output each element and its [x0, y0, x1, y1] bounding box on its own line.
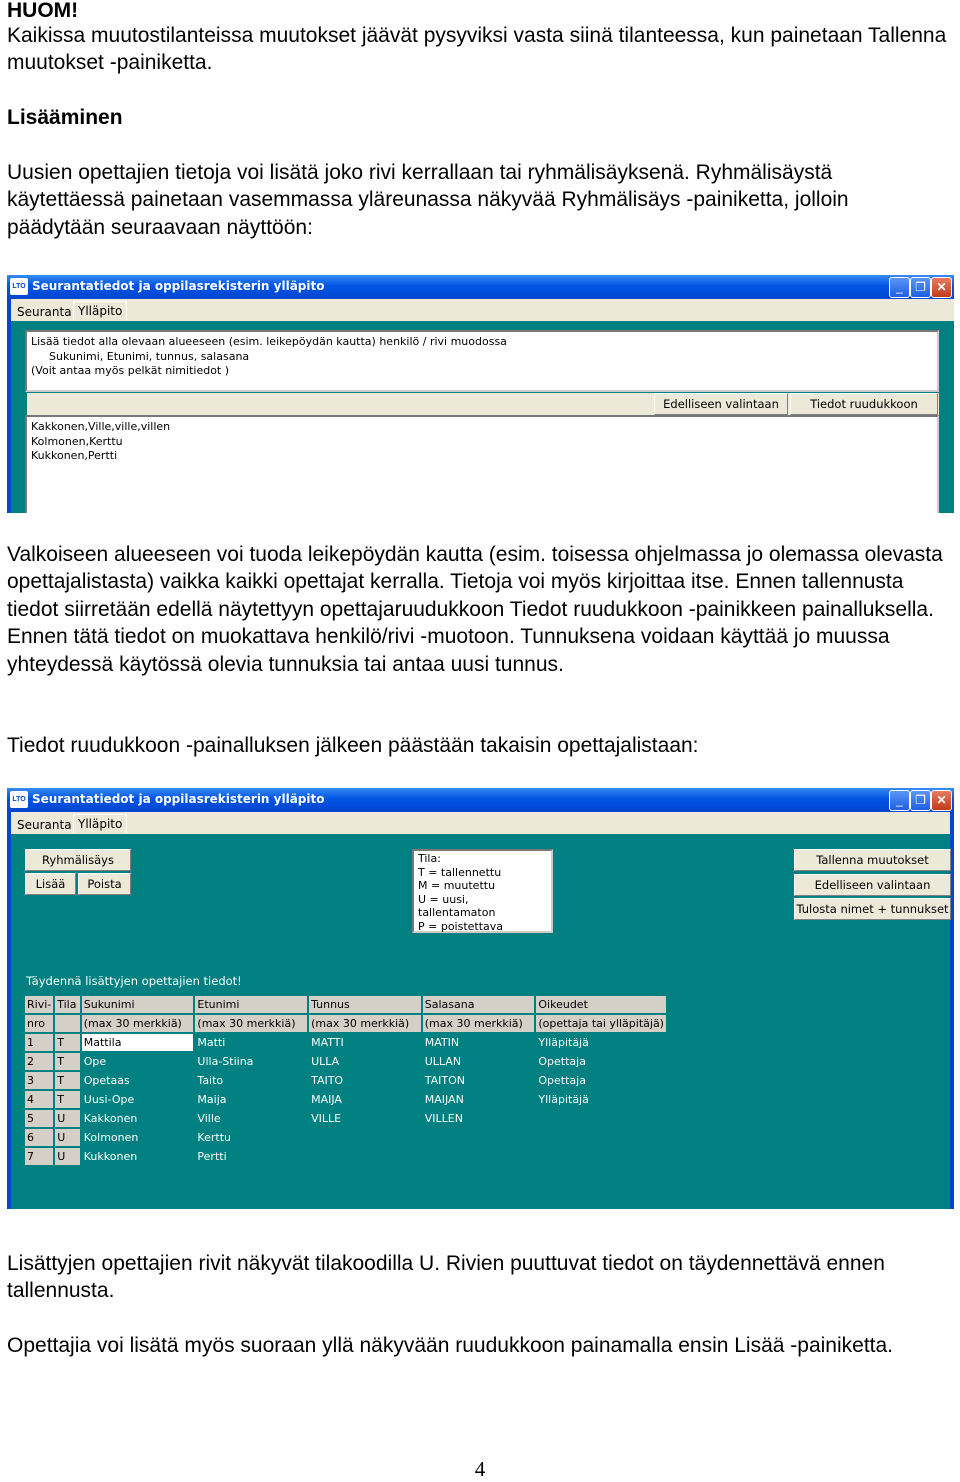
app-logo: LTO [10, 278, 28, 295]
title-bar [7, 788, 954, 812]
col-header-lastname: Sukunimi [81, 995, 195, 1014]
rights-cell[interactable]: Ylläpitäjä [535, 1090, 667, 1109]
subheader-cell [54, 1014, 81, 1033]
menu-bar [7, 812, 954, 834]
entry-line-1: Kakkonen,Ville,ville,villen [31, 420, 171, 433]
subheader-cell: (max 30 merkkiä) [422, 1014, 536, 1033]
menu-seuranta[interactable]: Seuranta [17, 305, 72, 319]
row-status: U [54, 1147, 81, 1166]
menu-seuranta[interactable]: Seuranta [17, 818, 72, 832]
grid-subheader-row [24, 1014, 667, 1033]
app-window-group-add [7, 275, 954, 513]
table-row[interactable] [24, 1109, 667, 1128]
instruction-line-3: (Voit antaa myös pelkät nimitiedot ) [31, 364, 230, 377]
rights-cell[interactable]: Opettaja [535, 1052, 667, 1071]
table-row[interactable] [24, 1147, 667, 1166]
subheader-cell: (max 30 merkkiä) [308, 1014, 422, 1033]
row-status: U [54, 1109, 81, 1128]
table-row[interactable] [24, 1071, 667, 1090]
username-cell[interactable]: ULLA [308, 1052, 422, 1071]
lastname-cell[interactable]: Ope [81, 1052, 195, 1071]
legend-deleted: P = poistettava [418, 919, 504, 933]
col-header-row-no: Rivi- [24, 995, 54, 1014]
rights-cell[interactable]: Opettaja [535, 1071, 667, 1090]
table-row[interactable] [24, 1033, 667, 1052]
legend-new: U = uusi, tallentamaton [418, 892, 496, 920]
add-button[interactable]: Lisää [25, 873, 76, 895]
menu-yllapito[interactable]: Ylläpito [73, 814, 127, 833]
fill-notice: Täydennä lisättyjen opettajien tiedot! [26, 974, 242, 988]
subheader-cell: (max 30 merkkiä) [81, 1014, 195, 1033]
table-row[interactable] [24, 1090, 667, 1109]
window-frame-right [950, 812, 954, 1209]
subheader-cell: nro [24, 1014, 54, 1033]
rights-cell[interactable] [535, 1109, 667, 1128]
print-names-button[interactable]: Tulosta nimet + tunnukset [794, 898, 951, 920]
row-status: T [54, 1090, 81, 1109]
rights-cell[interactable]: Ylläpitäjä [535, 1033, 667, 1052]
username-cell[interactable]: VILLE [308, 1109, 422, 1128]
maximize-icon[interactable]: ❐ [910, 277, 931, 298]
lastname-cell[interactable]: Uusi-Ope [81, 1090, 195, 1109]
col-header-rights: Oikeudet [535, 995, 667, 1014]
section-heading: Lisääminen [7, 106, 123, 129]
table-row[interactable] [24, 1052, 667, 1071]
previous-selection-button[interactable]: Edelliseen valintaan [654, 393, 788, 415]
username-cell[interactable] [308, 1128, 422, 1147]
password-cell[interactable] [422, 1147, 536, 1166]
row-number: 6 [24, 1128, 54, 1147]
firstname-cell[interactable]: Maija [194, 1090, 308, 1109]
entry-line-2: Kolmonen,Kerttu [31, 434, 123, 448]
subheader-cell: (max 30 merkkiä) [194, 1014, 308, 1033]
username-cell[interactable] [308, 1147, 422, 1166]
legend-title: Tila: [418, 852, 441, 865]
paragraph-5: Opettajia voi lisätä myös suoraan yllä näkyvään ruudukkoon painamalla ensin Lisää -painiketta. [7, 1334, 894, 1357]
col-header-username: Tunnus [308, 995, 422, 1014]
username-cell[interactable]: MATTI [308, 1033, 422, 1052]
row-status: U [54, 1128, 81, 1147]
lastname-cell[interactable]: Opetaas [81, 1071, 195, 1090]
legend-saved: T = tallennettu [418, 865, 502, 879]
username-cell[interactable]: TAITO [308, 1071, 422, 1090]
firstname-cell[interactable]: Kerttu [194, 1128, 308, 1147]
maximize-icon[interactable]: ❐ [910, 790, 931, 811]
row-status: T [54, 1033, 81, 1052]
minimize-icon[interactable]: _ [889, 277, 910, 298]
password-cell[interactable]: MATIN [422, 1033, 536, 1052]
col-header-firstname: Etunimi [194, 995, 308, 1014]
password-cell[interactable]: ULLAN [422, 1052, 536, 1071]
app-window-teacher-list [7, 788, 954, 1209]
paragraph-3: Tiedot ruudukkoon -painalluksen jälkeen päästään takaisin opettajalistaan: [7, 734, 699, 757]
lastname-cell[interactable]: Kukkonen [81, 1147, 195, 1166]
page-number: 4 [474, 1457, 486, 1481]
close-icon[interactable]: ✕ [931, 277, 952, 298]
instruction-line-1: Lisää tiedot alla olevaan alueeseen (esim. leikepöydän kautta) henkilö / rivi muodossa [31, 335, 507, 348]
firstname-cell[interactable]: Ulla-Stiina [194, 1052, 308, 1071]
row-number: 7 [24, 1147, 54, 1166]
row-number: 2 [24, 1052, 54, 1071]
row-status: T [54, 1052, 81, 1071]
app-logo: LTO [10, 791, 28, 808]
password-cell[interactable]: TAITON [422, 1071, 536, 1090]
col-header-status: Tila [54, 995, 81, 1014]
save-changes-button[interactable]: Tallenna muutokset [794, 849, 951, 871]
to-grid-button[interactable]: Tiedot ruudukkoon [790, 393, 938, 415]
minimize-icon[interactable]: _ [889, 790, 910, 811]
close-icon[interactable]: ✕ [931, 790, 952, 811]
title-bar [7, 275, 954, 299]
window-frame-left [7, 812, 11, 1209]
password-cell[interactable]: MAIJAN [422, 1090, 536, 1109]
instructions-panel [25, 330, 939, 392]
rights-cell[interactable] [535, 1128, 667, 1147]
window-title: Seurantatiedot ja oppilasrekisterin ylläpito [32, 792, 325, 806]
firstname-cell[interactable]: Taito [194, 1071, 308, 1090]
legend-changed: M = muutettu [418, 879, 496, 893]
teacher-grid [23, 994, 668, 1167]
huom-heading: HUOM! [7, 0, 79, 22]
window-frame-left [7, 299, 11, 513]
lastname-cell[interactable]: Kakkonen [81, 1109, 195, 1128]
username-cell[interactable]: MAIJA [308, 1090, 422, 1109]
row-number: 4 [24, 1090, 54, 1109]
lastname-cell[interactable]: Kolmonen [81, 1128, 195, 1147]
entry-textarea[interactable] [25, 415, 939, 513]
grid-header-row [24, 995, 667, 1014]
group-add-button[interactable]: Ryhmälisäys [25, 849, 131, 871]
lastname-cell[interactable]: Mattila [81, 1033, 195, 1052]
rights-cell[interactable] [535, 1147, 667, 1166]
row-number: 5 [24, 1109, 54, 1128]
password-cell[interactable]: VILLEN [422, 1109, 536, 1128]
paragraph-4: Lisättyjen opettajien rivit näkyvät tilakoodilla U. Rivien puuttuvat tiedot on täydennettävä ennen tallennusta. [7, 1252, 885, 1303]
firstname-cell[interactable]: Matti [194, 1033, 308, 1052]
table-row[interactable] [24, 1128, 667, 1147]
previous-selection-button[interactable]: Edelliseen valintaan [794, 874, 951, 896]
firstname-cell[interactable]: Pertti [194, 1147, 308, 1166]
window-title: Seurantatiedot ja oppilasrekisterin ylläpito [32, 279, 325, 293]
paragraph-1: Uusien opettajien tietoja voi lisätä joko rivi kerrallaan tai ryhmälisäyksenä. Ryhmälisäystä käytettäessä painetaan vasemmassa yläreunassa näkyvää Ryhmälisäys -painiketta, jolloin päädytään seuraavaan näyttöön: [7, 161, 849, 239]
row-number: 1 [24, 1033, 54, 1052]
menu-bar [7, 299, 954, 321]
instruction-line-2: Sukunimi, Etunimi, tunnus, salasana [49, 349, 250, 363]
row-number: 3 [24, 1071, 54, 1090]
intro-paragraph: Kaikissa muutostilanteissa muutokset jäävät pysyviksi vasta siinä tilanteessa, kun painetaan Tallenna muutokset -painiketta. [7, 24, 947, 75]
subheader-cell: (opettaja tai ylläpitäjä) [535, 1014, 667, 1033]
menu-yllapito[interactable]: Ylläpito [73, 301, 127, 320]
password-cell[interactable] [422, 1128, 536, 1147]
delete-button[interactable]: Poista [78, 873, 131, 895]
col-header-password: Salasana [422, 995, 536, 1014]
firstname-cell[interactable]: Ville [194, 1109, 308, 1128]
entry-line-3: Kukkonen,Pertti [31, 449, 118, 462]
paragraph-2: Valkoiseen alueeseen voi tuoda leikepöydän kautta (esim. toisessa ohjelmassa jo olemassa olevasta opettajalistasta) vaikka kaikki opettajat kerralla. Tietoja voi myös kirjoittaa itse. Ennen tallennusta tiedot siirretään edellä näytettyyn opettajaruudukkoon Tiedot ruudukkoon -painikkeen painalluksella. Ennen tätä tiedot on muokattava henkilö/rivi -muotoon. Tunnuksena voidaan käyttää jo muussa yhteydessä käytössä olevia tunnuksia tai antaa uusi tunnus. [7, 543, 943, 676]
status-legend [412, 849, 553, 933]
row-status: T [54, 1071, 81, 1090]
